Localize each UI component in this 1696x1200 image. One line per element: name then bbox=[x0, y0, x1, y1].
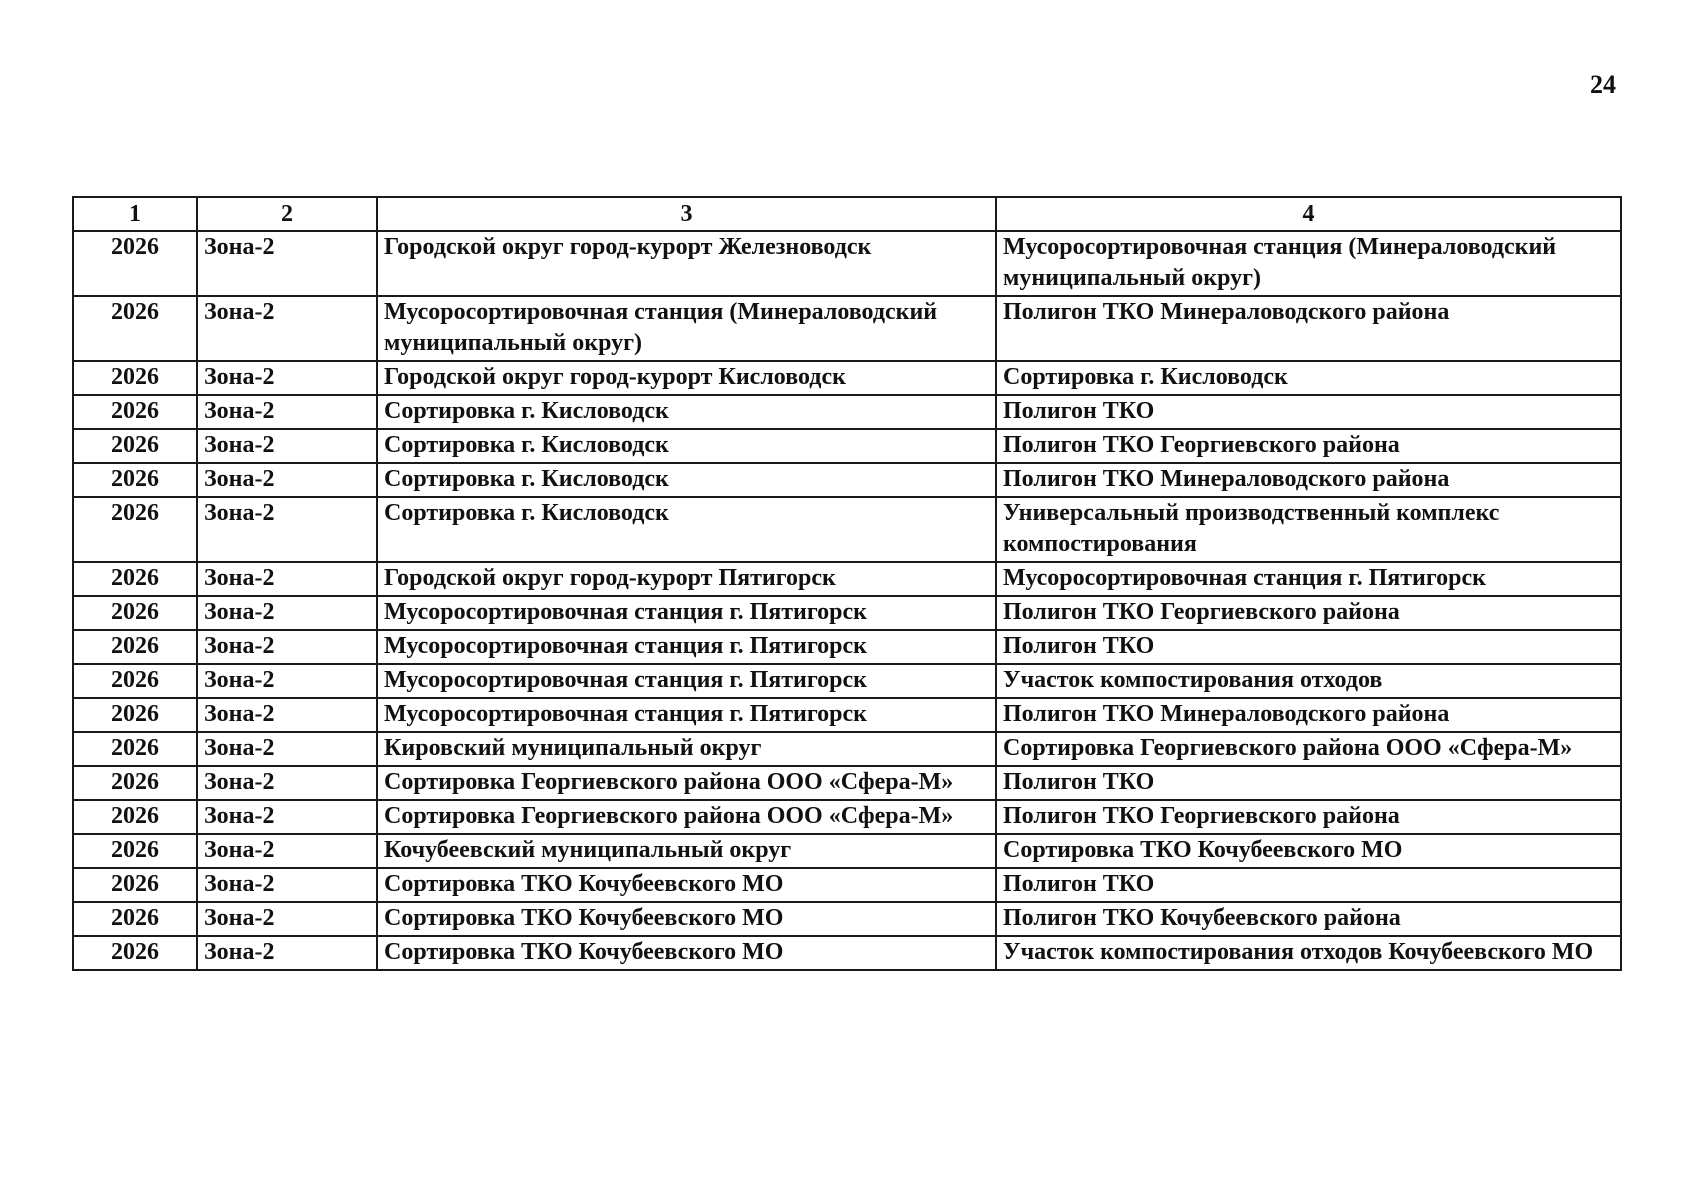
source-cell: Кировский муниципальный округ bbox=[377, 732, 996, 766]
source-cell: Мусоросортировочная станция г. Пятигорск bbox=[377, 630, 996, 664]
destination-cell: Полигон ТКО Минераловодского района bbox=[996, 296, 1621, 361]
table-row bbox=[73, 231, 1621, 296]
zone-cell: Зона-2 bbox=[197, 562, 377, 596]
zone-cell: Зона-2 bbox=[197, 732, 377, 766]
source-cell: Городской округ город-курорт Пятигорск bbox=[377, 562, 996, 596]
source-cell: Сортировка Георгиевского района ООО «Сфера-М» bbox=[377, 766, 996, 800]
source-cell: Сортировка ТКО Кочубеевского МО bbox=[377, 868, 996, 902]
table-row bbox=[73, 936, 1621, 970]
year-cell: 2026 bbox=[73, 732, 197, 766]
year-cell: 2026 bbox=[73, 562, 197, 596]
table-row bbox=[73, 732, 1621, 766]
table-row bbox=[73, 630, 1621, 664]
table-row bbox=[73, 902, 1621, 936]
column-header: 1 bbox=[73, 197, 197, 231]
zone-cell: Зона-2 bbox=[197, 361, 377, 395]
table-row bbox=[73, 361, 1621, 395]
destination-cell: Сортировка г. Кисловодск bbox=[996, 361, 1621, 395]
table-row bbox=[73, 395, 1621, 429]
source-cell: Городской округ город-курорт Железноводск bbox=[377, 231, 996, 296]
table-row bbox=[73, 834, 1621, 868]
zone-cell: Зона-2 bbox=[197, 596, 377, 630]
table-row bbox=[73, 800, 1621, 834]
year-cell: 2026 bbox=[73, 630, 197, 664]
year-cell: 2026 bbox=[73, 231, 197, 296]
destination-cell: Сортировка Георгиевского района ООО «Сфера-М» bbox=[996, 732, 1621, 766]
column-header: 3 bbox=[377, 197, 996, 231]
destination-cell: Сортировка ТКО Кочубеевского МО bbox=[996, 834, 1621, 868]
routes-table bbox=[72, 196, 1622, 971]
destination-cell: Мусоросортировочная станция (Минераловодский муниципальный округ) bbox=[996, 231, 1621, 296]
destination-cell: Полигон ТКО Минераловодского района bbox=[996, 463, 1621, 497]
table-row bbox=[73, 463, 1621, 497]
source-cell: Сортировка ТКО Кочубеевского МО bbox=[377, 902, 996, 936]
year-cell: 2026 bbox=[73, 463, 197, 497]
zone-cell: Зона-2 bbox=[197, 630, 377, 664]
column-header: 4 bbox=[996, 197, 1621, 231]
table-row bbox=[73, 766, 1621, 800]
year-cell: 2026 bbox=[73, 698, 197, 732]
zone-cell: Зона-2 bbox=[197, 463, 377, 497]
source-cell: Сортировка г. Кисловодск bbox=[377, 463, 996, 497]
destination-cell: Мусоросортировочная станция г. Пятигорск bbox=[996, 562, 1621, 596]
year-cell: 2026 bbox=[73, 834, 197, 868]
year-cell: 2026 bbox=[73, 395, 197, 429]
zone-cell: Зона-2 bbox=[197, 231, 377, 296]
zone-cell: Зона-2 bbox=[197, 868, 377, 902]
zone-cell: Зона-2 bbox=[197, 497, 377, 562]
source-cell: Кочубеевский муниципальный округ bbox=[377, 834, 996, 868]
zone-cell: Зона-2 bbox=[197, 664, 377, 698]
zone-cell: Зона-2 bbox=[197, 936, 377, 970]
destination-cell: Участок компостирования отходов bbox=[996, 664, 1621, 698]
year-cell: 2026 bbox=[73, 296, 197, 361]
zone-cell: Зона-2 bbox=[197, 800, 377, 834]
zone-cell: Зона-2 bbox=[197, 834, 377, 868]
destination-cell: Полигон ТКО bbox=[996, 395, 1621, 429]
zone-cell: Зона-2 bbox=[197, 698, 377, 732]
source-cell: Сортировка ТКО Кочубеевского МО bbox=[377, 936, 996, 970]
year-cell: 2026 bbox=[73, 800, 197, 834]
table-body bbox=[73, 231, 1621, 970]
source-cell: Мусоросортировочная станция (Минераловодский муниципальный округ) bbox=[377, 296, 996, 361]
table-row bbox=[73, 497, 1621, 562]
source-cell: Сортировка г. Кисловодск bbox=[377, 429, 996, 463]
source-cell: Сортировка г. Кисловодск bbox=[377, 497, 996, 562]
column-header: 2 bbox=[197, 197, 377, 231]
year-cell: 2026 bbox=[73, 596, 197, 630]
header-row bbox=[73, 197, 1621, 231]
destination-cell: Полигон ТКО Георгиевского района bbox=[996, 596, 1621, 630]
source-cell: Мусоросортировочная станция г. Пятигорск bbox=[377, 698, 996, 732]
destination-cell: Полигон ТКО bbox=[996, 868, 1621, 902]
destination-cell: Полигон ТКО Георгиевского района bbox=[996, 800, 1621, 834]
zone-cell: Зона-2 bbox=[197, 296, 377, 361]
year-cell: 2026 bbox=[73, 429, 197, 463]
destination-cell: Полигон ТКО Кочубеевского района bbox=[996, 902, 1621, 936]
source-cell: Городской округ город-курорт Кисловодск bbox=[377, 361, 996, 395]
zone-cell: Зона-2 bbox=[197, 902, 377, 936]
year-cell: 2026 bbox=[73, 361, 197, 395]
table-row bbox=[73, 296, 1621, 361]
zone-cell: Зона-2 bbox=[197, 395, 377, 429]
table-header bbox=[73, 197, 1621, 231]
destination-cell: Полигон ТКО bbox=[996, 630, 1621, 664]
year-cell: 2026 bbox=[73, 497, 197, 562]
source-cell: Мусоросортировочная станция г. Пятигорск bbox=[377, 664, 996, 698]
destination-cell: Универсальный производственный комплекс компостирования bbox=[996, 497, 1621, 562]
table-row bbox=[73, 562, 1621, 596]
page-number: 24 bbox=[1590, 70, 1616, 99]
zone-cell: Зона-2 bbox=[197, 766, 377, 800]
table-row bbox=[73, 664, 1621, 698]
table-row bbox=[73, 429, 1621, 463]
year-cell: 2026 bbox=[73, 868, 197, 902]
destination-cell: Участок компостирования отходов Кочубеевского МО bbox=[996, 936, 1621, 970]
source-cell: Мусоросортировочная станция г. Пятигорск bbox=[377, 596, 996, 630]
table-row bbox=[73, 596, 1621, 630]
source-cell: Сортировка Георгиевского района ООО «Сфера-М» bbox=[377, 800, 996, 834]
destination-cell: Полигон ТКО bbox=[996, 766, 1621, 800]
year-cell: 2026 bbox=[73, 936, 197, 970]
year-cell: 2026 bbox=[73, 902, 197, 936]
table-row bbox=[73, 868, 1621, 902]
zone-cell: Зона-2 bbox=[197, 429, 377, 463]
source-cell: Сортировка г. Кисловодск bbox=[377, 395, 996, 429]
year-cell: 2026 bbox=[73, 766, 197, 800]
year-cell: 2026 bbox=[73, 664, 197, 698]
destination-cell: Полигон ТКО Минераловодского района bbox=[996, 698, 1621, 732]
table-row bbox=[73, 698, 1621, 732]
destination-cell: Полигон ТКО Георгиевского района bbox=[996, 429, 1621, 463]
